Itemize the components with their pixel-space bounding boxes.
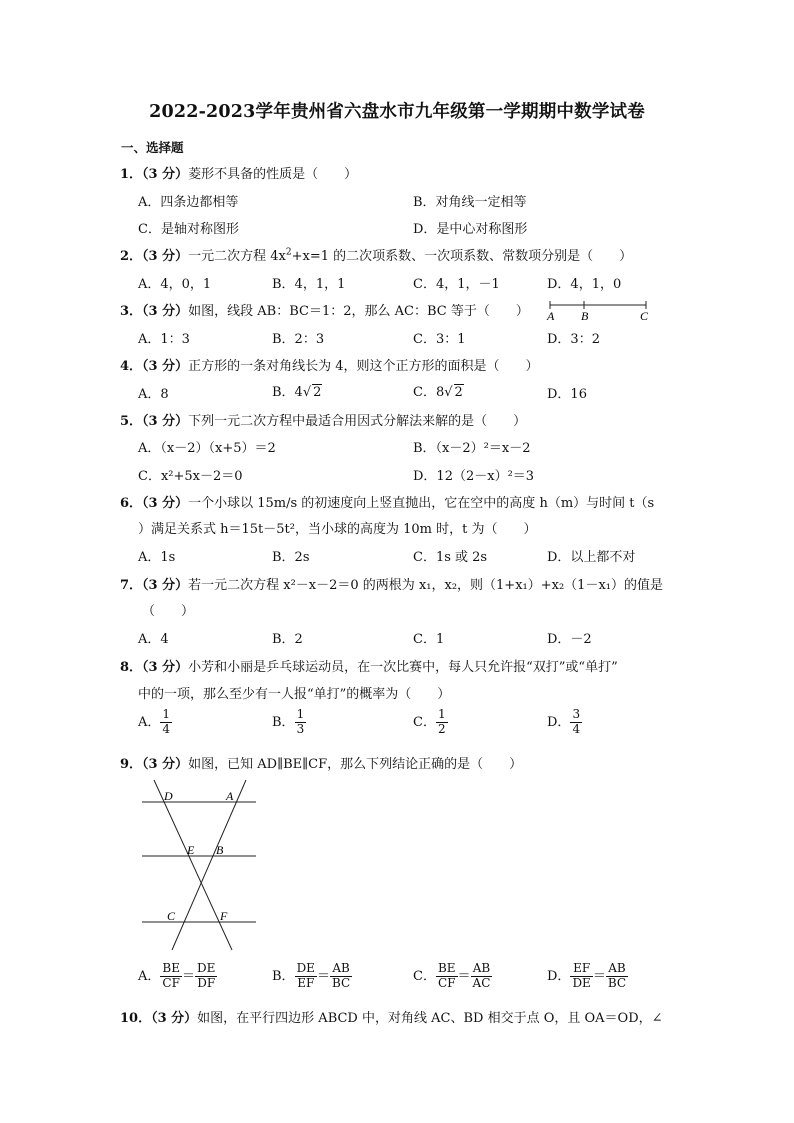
question-text: 如图，已知 AD∥BE∥CF，那么下列结论正确的是（ ） [188,757,523,772]
radicand: 2 [454,385,463,400]
option-a [138,708,172,737]
denominator: CF [162,975,180,990]
question-6 [120,492,654,511]
fraction [330,962,352,991]
option-b: B．2：3 [272,332,325,347]
fraction [195,962,217,991]
equals-sign: ＝ [181,968,195,984]
question-text: 如图，在平行四边形 ABCD 中，对角线 AC、BD 相交于点 O，且 OA＝OD，∠ [197,1011,663,1026]
equals-sign: ＝ [316,968,330,984]
option-d: D．以上都不对 [547,550,636,565]
section-heading: 一、选择题 [121,140,184,155]
question-8-continued: 中的一项，那么至少有一人报“单打”的概率为（ ） [138,687,451,702]
question-5 [120,410,526,429]
fraction [436,962,458,991]
numerator: DE [196,961,216,975]
radicand: 2 [313,385,322,400]
point-label-f: F [220,909,228,923]
question-3 [120,300,529,319]
option-c: C．x²+5x－2＝0 [138,469,243,484]
question-text: 如图，线段 AB：BC＝1：2，那么 AC：BC 等于（ ） [188,304,529,319]
option-label: A． [138,714,161,730]
option-a [138,962,217,991]
question-2 [120,245,632,264]
question-score: （3 分） [142,414,189,429]
fraction [295,962,317,991]
option-b: B．2s [272,550,310,565]
numerator: 1 [437,707,446,721]
option-d: D．16 [547,387,587,402]
question-number: 5． [120,414,143,429]
question-text: +x=1 的二次项系数、一次项系数、常数项分别是（ ） [291,249,633,264]
question-number: 4． [120,359,143,374]
numerator: 3 [572,707,581,721]
option-d: D．4，1，0 [547,277,622,292]
numerator: 1 [296,707,305,721]
denominator: 3 [296,721,305,736]
sqrt-icon: √ [302,385,312,400]
option-a: A．4 [138,632,169,647]
question-text: 菱形不具备的性质是（ ） [188,167,358,182]
question-score: （3 分） [142,578,189,593]
segment-diagram [546,298,656,322]
option-c-coefficient: C．8 [413,385,445,400]
option-c: C．4，1，－1 [413,277,500,292]
option-a: A．（x－2）（x+5）＝2 [138,441,276,456]
question-number: 6． [120,496,143,511]
option-c: C．是轴对称图形 [138,222,239,237]
denominator: EF [297,975,315,990]
option-label: A． [138,968,161,984]
fraction [160,962,182,991]
option-b [272,962,352,991]
denominator: 2 [437,721,446,736]
option-c: C．3：1 [413,332,466,347]
question-10 [120,1007,663,1026]
question-score: （3 分） [142,249,189,264]
question-score: （3 分） [142,167,189,182]
fraction [436,708,448,737]
point-label-c: C [167,909,176,923]
question-text: 正方形的一条对角线长为 4，则这个正方形的面积是（ ） [188,359,539,374]
page-title: 2022-2023学年贵州省六盘水市九年级第一学期期中数学试卷 [149,102,645,122]
question-9 [120,753,522,772]
equals-sign: ＝ [592,968,606,984]
point-label-a: A [226,789,234,803]
option-label: D． [547,968,571,984]
question-1 [120,163,357,182]
fraction [570,962,592,991]
question-text: 小芳和小丽是乒乓球运动员，在一次比赛中，每人只允许报“双打”或“单打” [188,660,618,675]
question-text: 一个小球以 15m/s 的初速度向上竖直抛出，它在空中的高度 h（m）与时间 t（s [188,496,655,511]
question-score: （3 分） [142,359,189,374]
option-d: D．12（2－x）²＝3 [413,469,535,484]
denominator: DF [197,975,216,990]
question-score: （3 分） [142,660,189,675]
option-b [272,708,306,737]
option-c [413,962,492,991]
option-c [413,381,464,400]
denominator: 4 [572,721,581,736]
question-6-continued: ）满足关系式 h＝15t－5t²，当小球的高度为 10m 时，t 为（ ） [138,522,537,537]
numerator: DE [296,961,315,975]
question-number: 1． [120,167,143,182]
option-a: A．4，0，1 [138,277,212,292]
denominator: BC [331,975,351,990]
numerator: AB [606,962,628,977]
question-number: 9． [120,757,143,772]
question-text: 若一元二次方程 x²－x－2＝0 的两根为 x₁，x₂，则（1+x₁）+x₂（1－x₁）的值是 [188,578,663,593]
transversal-aec [172,780,246,950]
option-a: A．1：3 [138,332,190,347]
option-d: D．3：2 [547,332,600,347]
fraction [160,708,172,737]
option-d: D．－2 [547,632,592,647]
point-label-b: B [216,843,224,857]
option-b: B．对角线一定相等 [413,195,527,210]
option-a: A．8 [138,387,169,402]
point-label-a: A [547,309,555,323]
option-b: B．2 [272,632,303,647]
question-score: （3 分） [142,757,189,772]
option-label: C． [413,714,436,730]
question-text: 下列一元二次方程中最适合用因式分解法来解的是（ ） [188,414,527,429]
question-7 [120,574,663,593]
question-7-continued: （ ） [142,604,195,619]
question-number: 2． [120,249,143,264]
point-label-d: D [164,789,173,803]
option-label: B． [272,714,295,730]
question-score: （3 分） [151,1011,198,1026]
question-score: （3 分） [142,304,189,319]
point-label-e: E [187,843,195,857]
option-b: B．（x－2）²＝x－2 [413,441,531,456]
option-b-coefficient: B．4 [272,385,303,400]
option-d: D．是中心对称图形 [413,222,528,237]
transversal-dcf [154,780,232,950]
equals-sign: ＝ [457,968,471,984]
numerator: EF [570,962,592,977]
numerator: AB [330,962,352,977]
fraction [570,708,582,737]
option-label: C． [413,968,436,984]
denominator: 4 [162,721,171,736]
denominator: CF [437,975,456,990]
question-number: 8． [120,660,143,675]
option-label: D． [547,714,571,730]
numerator: 1 [162,707,171,721]
superscript: 2 [285,247,292,258]
denominator: BC [607,975,627,990]
question-number: 10． [120,1011,152,1026]
question-number: 7． [120,578,143,593]
option-c: C．1 [413,632,445,647]
fraction [606,962,628,991]
question-8 [120,656,618,675]
point-label-b: B [581,309,589,323]
option-c [413,708,448,737]
option-a: A．1s [138,550,176,565]
question-text: 一元二次方程 4x [188,249,286,264]
option-c: C．1s 或 2s [413,550,488,565]
numerator: BE [162,961,180,975]
question-score: （3 分） [142,496,189,511]
fraction [471,962,493,991]
option-d [547,708,582,737]
numerator: AB [471,962,493,977]
option-a: A．四条边都相等 [138,195,239,210]
option-b: B．4，1，1 [272,277,346,292]
fraction [295,708,307,737]
question-4 [120,355,539,374]
denominator: DE [572,975,591,990]
option-b [272,381,322,400]
sqrt-icon: √ [444,385,453,400]
parallel-lines-diagram [138,778,260,954]
question-number: 3． [120,304,143,319]
denominator: AC [472,975,491,990]
option-label: B． [272,968,295,984]
numerator: BE [437,961,456,975]
point-label-c: C [640,309,649,323]
option-d [547,962,628,991]
